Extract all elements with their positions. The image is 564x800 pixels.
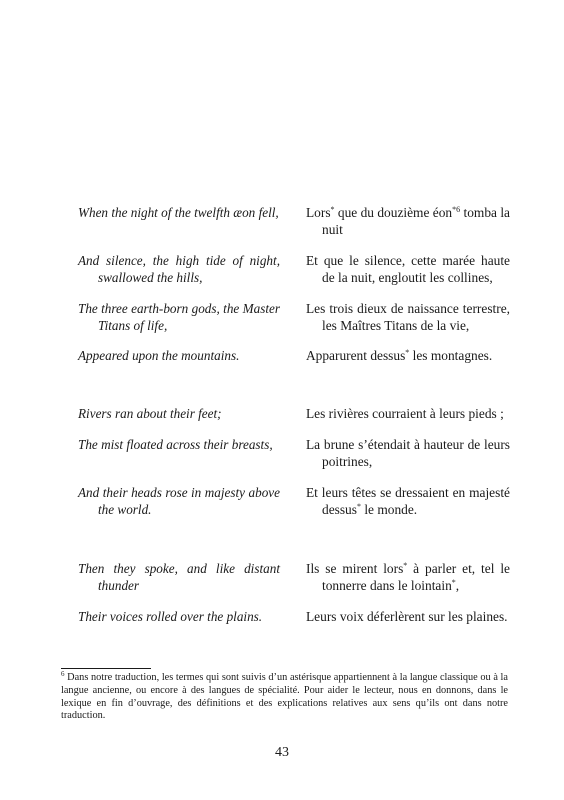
- english-verse: Their voices rolled over the plains.: [78, 609, 263, 624]
- french-text: Les trois dieux de naissance terrestre, les Maîtres Titans de la vie,: [306, 301, 510, 333]
- french-text: tomba la nuit: [322, 205, 510, 237]
- asterisk-marker: *: [403, 561, 408, 570]
- french-verse: [306, 436, 510, 470]
- footnote-divider: [61, 668, 151, 669]
- french-text: Et que le silence, cette marée haute de la nuit, engloutit les collines,: [306, 253, 510, 285]
- french-text: Les rivières courraient à leurs pieds ;: [306, 406, 504, 421]
- asterisk-marker: *: [451, 578, 456, 587]
- english-verse: Rivers ran about their feet;: [78, 406, 222, 421]
- english-verse: The mist floated across their breasts,: [78, 437, 273, 452]
- french-verse: [306, 484, 510, 518]
- french-verse: [306, 560, 510, 594]
- asterisk-marker: *: [356, 502, 361, 511]
- french-text: les montagnes.: [409, 348, 493, 363]
- french-text: Apparurent dessus: [306, 348, 406, 363]
- french-verse: [306, 347, 510, 364]
- french-verse: [306, 608, 510, 625]
- french-verse: [306, 405, 510, 422]
- french-text: à parler et, tel le tonnerre dans le lointain: [322, 561, 510, 593]
- english-verse: And their heads rose in majesty above the world.: [78, 485, 280, 517]
- french-text: La brune s’étendait à hauteur de leurs poitrines,: [306, 437, 510, 469]
- english-verse: And silence, the high tide of night, swallowed the hills,: [78, 253, 280, 285]
- english-verse: Then they spoke, and like distant thunder: [78, 561, 280, 593]
- english-verse: The three earth-born gods, the Master Titans of life,: [78, 301, 280, 333]
- french-text: Ils se mirent lors: [306, 561, 404, 576]
- footnote: [61, 672, 508, 723]
- french-verse: [306, 300, 510, 334]
- footnote-marker: 6: [61, 670, 65, 678]
- asterisk-marker: *: [330, 205, 335, 214]
- french-text: Lors: [306, 205, 331, 220]
- french-text: que du douzième éon: [334, 205, 453, 220]
- french-text: ,: [455, 578, 460, 593]
- french-verse: [306, 204, 510, 238]
- english-verse: When the night of the twelfth æon fell,: [78, 205, 279, 220]
- footnote-text: Dans notre traduction, les termes qui sont suivis d’un astérisque appartiennent à la langue classique ou à la langue ancienne, ou encore à des langues de spécialité. Pour aider le lecteur, nous en donnons, dans le lexique en fin d’ouvrage, des définitions et des explications relatives aux sens qu’ils ont dans notre traduction.: [61, 672, 508, 722]
- french-text: Leurs voix déferlèrent sur les plaines.: [306, 609, 508, 624]
- french-text: Et leurs têtes se dressaient en majesté dessus: [306, 485, 510, 517]
- french-verse: [306, 252, 510, 286]
- english-verse: Appeared upon the mountains.: [78, 348, 240, 363]
- asterisk-marker: *: [405, 348, 410, 357]
- page-number: 43: [275, 745, 289, 760]
- french-text: le monde.: [360, 502, 418, 517]
- footnote-reference[interactable]: *6: [452, 205, 461, 214]
